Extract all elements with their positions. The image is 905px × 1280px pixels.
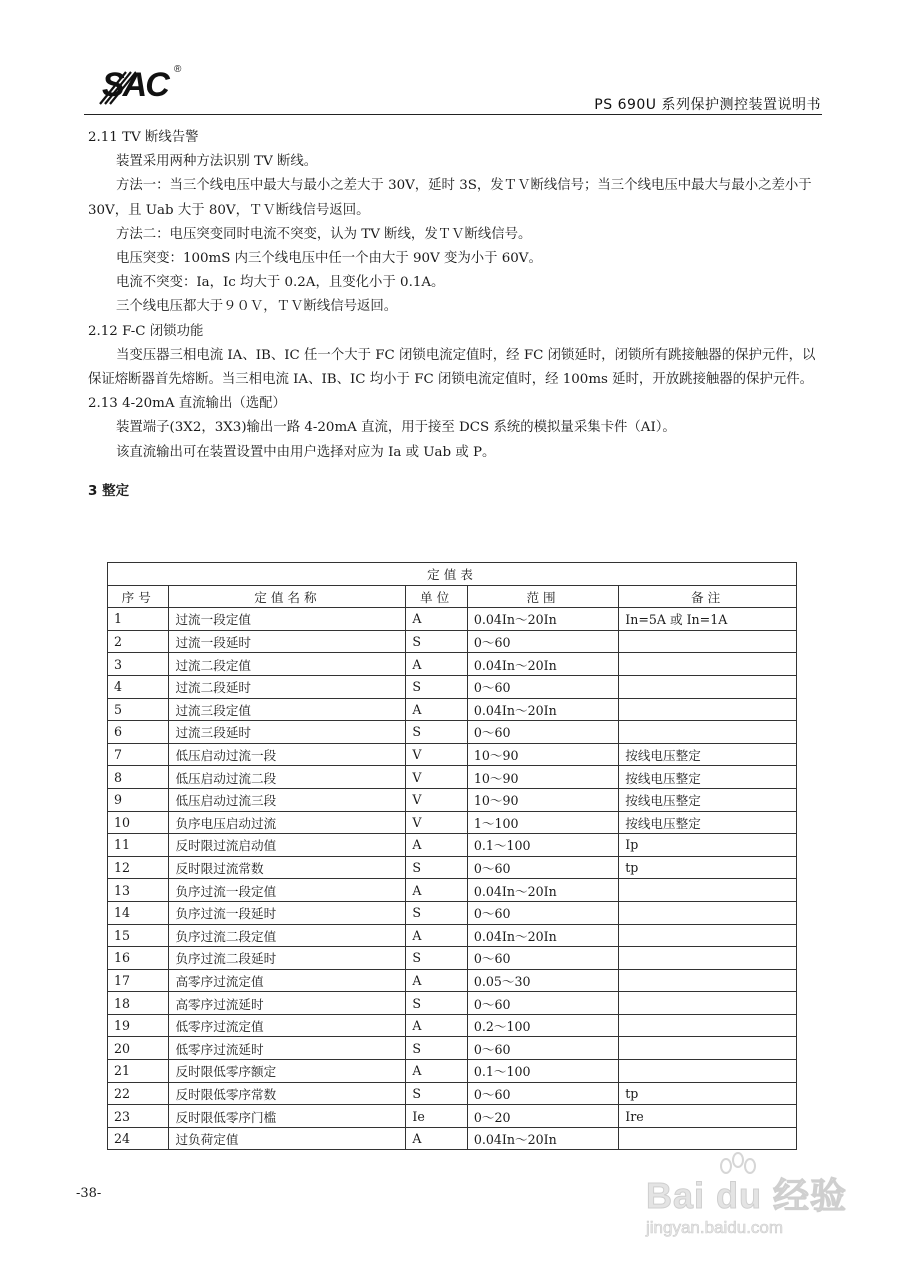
registered-mark: ® [174, 64, 182, 75]
column-header-index: 序号 [108, 585, 169, 608]
table-row [108, 811, 797, 834]
cell-range: 0.05～30 [467, 969, 618, 992]
cell-range: 0.04In～20In [467, 879, 618, 902]
cell-remark [619, 721, 797, 744]
cell-index: 6 [108, 721, 169, 744]
column-header-remark: 备注 [619, 585, 797, 608]
cell-unit: Ie [406, 1105, 467, 1128]
cell-name: 反时限低零序额定 [169, 1060, 406, 1083]
cell-unit: S [406, 1082, 467, 1105]
cell-remark [619, 1060, 797, 1083]
cell-index: 9 [108, 788, 169, 811]
cell-index: 23 [108, 1105, 169, 1128]
cell-unit: A [406, 1127, 467, 1150]
column-header-range: 范围 [467, 585, 618, 608]
table-row [108, 879, 797, 902]
table-body [108, 608, 797, 1150]
cell-index: 20 [108, 1037, 169, 1060]
cell-unit: S [406, 630, 467, 653]
cell-index: 2 [108, 630, 169, 653]
cell-unit: V [406, 743, 467, 766]
cell-name: 负序过流一段延时 [169, 901, 406, 924]
cell-range: 0～60 [467, 856, 618, 879]
cell-unit: S [406, 856, 467, 879]
cell-index: 10 [108, 811, 169, 834]
cell-remark: 按线电压整定 [619, 811, 797, 834]
paragraph: 该直流输出可在装置设置中由用户选择对应为 Ia 或 Uab 或 P。 [116, 444, 496, 460]
table-row [108, 1060, 797, 1083]
cell-range: 0.04In～20In [467, 1127, 618, 1150]
baidu-watermark [638, 1152, 848, 1242]
cell-index: 7 [108, 743, 169, 766]
cell-name: 反时限过流启动值 [169, 834, 406, 857]
watermark-text: Bai du 经验 [646, 1175, 848, 1216]
table-caption-row [108, 563, 797, 586]
table-row [108, 653, 797, 676]
cell-remark [619, 947, 797, 970]
cell-remark [619, 698, 797, 721]
table-row [108, 721, 797, 744]
table-row [108, 856, 797, 879]
cell-range: 0.04In～20In [467, 608, 618, 631]
company-logo [88, 64, 188, 108]
cell-name: 负序过流一段定值 [169, 879, 406, 902]
cell-name: 过流三段定值 [169, 698, 406, 721]
cell-name: 过流二段定值 [169, 653, 406, 676]
cell-range: 0～60 [467, 1037, 618, 1060]
cell-name: 负序过流二段延时 [169, 947, 406, 970]
cell-remark: Ip [619, 834, 797, 857]
cell-range: 0.04In～20In [467, 924, 618, 947]
cell-unit: S [406, 1037, 467, 1060]
cell-remark: tp [619, 1082, 797, 1105]
document-body [88, 126, 826, 503]
cell-index: 16 [108, 947, 169, 970]
paragraph: 方法一：当三个线电压中最大与最小之差大于 30V，延时 3S，发ＴＶ断线信号；当三个线电压中最大与最小之差小于 30V，且 Uab 大于 80V，ＴＶ断线信号返回。 [88, 178, 812, 218]
settings-table [107, 562, 797, 1150]
column-header-unit: 单位 [406, 585, 467, 608]
cell-remark: tp [619, 856, 797, 879]
paragraph: 装置端子(3X2，3X3)输出一路 4-20mA 直流，用于接至 DCS 系统的模拟量采集卡件（AI）。 [116, 420, 676, 436]
cell-unit: A [406, 834, 467, 857]
paragraph: 电压突变：100mS 内三个线电压中任一个由大于 90V 变为小于 60V。 [116, 251, 542, 267]
table-row [108, 1105, 797, 1128]
cell-name: 高零序过流定值 [169, 969, 406, 992]
cell-range: 10～90 [467, 743, 618, 766]
table-row [108, 1014, 797, 1037]
paragraph: 装置采用两种方法识别 TV 断线。 [116, 154, 318, 170]
cell-remark: 按线电压整定 [619, 788, 797, 811]
paragraph: 当变压器三相电流 IA、IB、IC 任一个大于 FC 闭锁电流定值时，经 FC 闭锁延时，闭锁所有跳接触器的保护元件，以保证熔断器首先熔断。当三相电流 IA、IB、IC 均小于 FC 闭锁电流定值时，经 100ms 延时，开放跳接触器的保护元件。 [88, 347, 816, 388]
cell-range: 0.2～100 [467, 1014, 618, 1037]
cell-unit: V [406, 766, 467, 789]
table-row [108, 969, 797, 992]
cell-unit: S [406, 721, 467, 744]
cell-range: 0～60 [467, 721, 618, 744]
cell-remark [619, 1127, 797, 1150]
cell-index: 15 [108, 924, 169, 947]
cell-remark: 按线电压整定 [619, 766, 797, 789]
cell-index: 17 [108, 969, 169, 992]
cell-unit: A [406, 608, 467, 631]
cell-name: 过流二段延时 [169, 675, 406, 698]
cell-range: 10～90 [467, 766, 618, 789]
cell-name: 过流一段定值 [169, 608, 406, 631]
cell-index: 11 [108, 834, 169, 857]
table-row [108, 675, 797, 698]
cell-index: 19 [108, 1014, 169, 1037]
cell-unit: A [406, 879, 467, 902]
cell-unit: V [406, 788, 467, 811]
cell-name: 反时限过流常数 [169, 856, 406, 879]
cell-index: 18 [108, 992, 169, 1015]
cell-range: 0.04In～20In [467, 698, 618, 721]
cell-unit: V [406, 811, 467, 834]
cell-index: 21 [108, 1060, 169, 1083]
cell-remark: 按线电压整定 [619, 743, 797, 766]
logo-text: SAC [102, 66, 168, 104]
table-row [108, 766, 797, 789]
cell-remark [619, 630, 797, 653]
cell-range: 0～60 [467, 992, 618, 1015]
cell-range: 0～60 [467, 1082, 618, 1105]
document-title: PS 690U 系列保护测控装置说明书 [594, 97, 821, 113]
cell-unit: A [406, 653, 467, 676]
section-heading-3: 3 整定 [88, 482, 130, 499]
cell-name: 负序过流二段定值 [169, 924, 406, 947]
cell-range: 0.04In～20In [467, 653, 618, 676]
table-row [108, 947, 797, 970]
cell-name: 过流一段延时 [169, 630, 406, 653]
table-row [108, 788, 797, 811]
cell-name: 过流三段延时 [169, 721, 406, 744]
cell-remark [619, 1037, 797, 1060]
table-row [108, 924, 797, 947]
cell-range: 1～100 [467, 811, 618, 834]
section-heading-2-11: 2.11 TV 断线告警 [88, 130, 199, 145]
cell-unit: A [406, 698, 467, 721]
cell-unit: A [406, 924, 467, 947]
table-header-row [108, 585, 797, 608]
paragraph: 方法二：电压突变同时电流不突变，认为 TV 断线，发ＴＶ断线信号。 [116, 226, 532, 242]
cell-index: 24 [108, 1127, 169, 1150]
section-heading-2-13: 2.13 4-20mA 直流输出（选配） [88, 396, 286, 412]
table-row [108, 1127, 797, 1150]
header-divider [84, 114, 822, 115]
paragraph: 电流不突变：Ia，Ic 均大于 0.2A，且变化小于 0.1A。 [116, 275, 445, 291]
column-header-name: 定值名称 [169, 585, 406, 608]
cell-name: 反时限低零序常数 [169, 1082, 406, 1105]
cell-name: 低零序过流延时 [169, 1037, 406, 1060]
cell-remark: In=5A 或 In=1A [619, 608, 797, 631]
cell-remark [619, 675, 797, 698]
cell-range: 0～20 [467, 1105, 618, 1128]
cell-range: 0～60 [467, 675, 618, 698]
cell-remark [619, 924, 797, 947]
cell-unit: A [406, 1060, 467, 1083]
cell-remark [619, 1014, 797, 1037]
table-row [108, 608, 797, 631]
table-row [108, 743, 797, 766]
cell-unit: S [406, 947, 467, 970]
cell-name: 低零序过流定值 [169, 1014, 406, 1037]
cell-range: 0.1～100 [467, 834, 618, 857]
cell-name: 低压启动过流二段 [169, 766, 406, 789]
table-row [108, 1037, 797, 1060]
cell-range: 10～90 [467, 788, 618, 811]
cell-range: 0～60 [467, 901, 618, 924]
page-number: -38- [76, 1186, 102, 1201]
cell-name: 低压启动过流一段 [169, 743, 406, 766]
watermark-url: jingyan.baidu.com [646, 1218, 784, 1237]
cell-name: 过负荷定值 [169, 1127, 406, 1150]
cell-index: 1 [108, 608, 169, 631]
paragraph: 三个线电压都大于９０Ｖ，ＴＶ断线信号返回。 [116, 299, 398, 315]
table-caption: 定值表 [108, 563, 797, 586]
cell-remark [619, 901, 797, 924]
cell-remark [619, 969, 797, 992]
table-row [108, 698, 797, 721]
cell-remark [619, 653, 797, 676]
cell-range: 0～60 [467, 630, 618, 653]
cell-unit: S [406, 675, 467, 698]
cell-remark: Ire [619, 1105, 797, 1128]
cell-index: 13 [108, 879, 169, 902]
cell-name: 负序电压启动过流 [169, 811, 406, 834]
table-row [108, 1082, 797, 1105]
table-row [108, 834, 797, 857]
table-row [108, 901, 797, 924]
cell-index: 5 [108, 698, 169, 721]
cell-unit: S [406, 992, 467, 1015]
cell-remark [619, 992, 797, 1015]
cell-range: 0.1～100 [467, 1060, 618, 1083]
cell-name: 反时限低零序门槛 [169, 1105, 406, 1128]
cell-index: 12 [108, 856, 169, 879]
cell-unit: S [406, 901, 467, 924]
cell-index: 3 [108, 653, 169, 676]
table-row [108, 630, 797, 653]
cell-index: 22 [108, 1082, 169, 1105]
cell-index: 14 [108, 901, 169, 924]
cell-remark [619, 879, 797, 902]
cell-unit: A [406, 1014, 467, 1037]
cell-name: 高零序过流延时 [169, 992, 406, 1015]
cell-index: 4 [108, 675, 169, 698]
table-row [108, 992, 797, 1015]
cell-name: 低压启动过流三段 [169, 788, 406, 811]
cell-index: 8 [108, 766, 169, 789]
cell-range: 0～60 [467, 947, 618, 970]
section-heading-2-12: 2.12 F-C 闭锁功能 [88, 323, 204, 339]
cell-unit: A [406, 969, 467, 992]
